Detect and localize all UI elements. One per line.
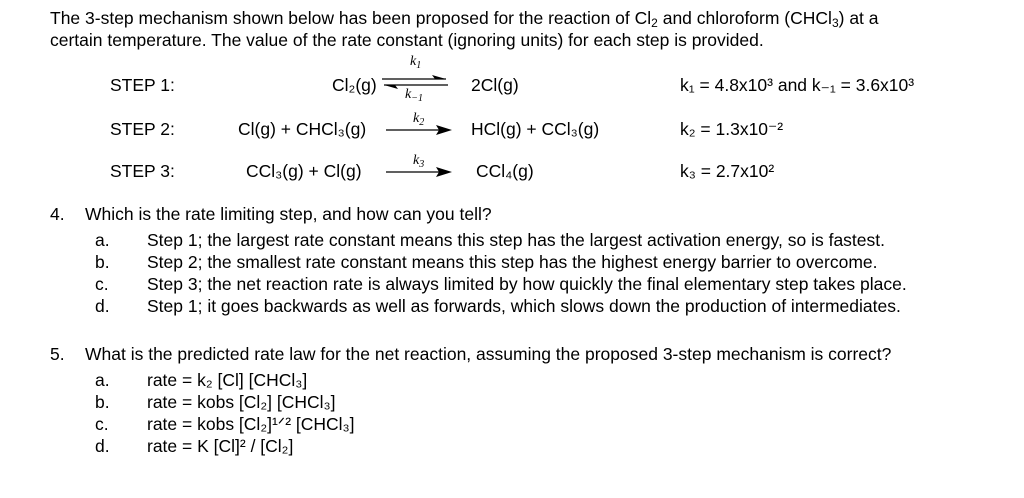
step-3-products: CCl₄(g) <box>476 161 534 181</box>
intro-sub-3: 3 <box>831 16 839 30</box>
k3-arrow-label: $k_3$ <box>413 153 425 170</box>
q5-option-d-letter: d. <box>95 436 110 456</box>
step-2-products: HCl(g) + CCl₃(g) <box>471 119 600 139</box>
question-5-number: 5. <box>50 344 65 364</box>
intro-line-1-a: The 3-step mechanism shown below has been proposed for the reaction of Cl <box>50 8 652 28</box>
q5-option-b-text: rate = kobs [Cl₂] [CHCl₃] <box>147 392 336 412</box>
q4-option-b-letter: b. <box>95 252 110 272</box>
q4-option-d-text: Step 1; it goes backwards as well as forwards, which slows down the production of intermediates. <box>147 296 901 316</box>
question-4-text: Which is the rate limiting step, and how can you tell? <box>85 204 492 224</box>
step-3-label: STEP 3: <box>110 161 175 181</box>
q5-option-a-letter: a. <box>95 370 110 390</box>
q4-option-b-text: Step 2; the smallest rate constant means this step has the highest energy barrier to overcome. <box>147 252 878 272</box>
intro-line-1-c: ) at a <box>838 8 879 28</box>
q5-option-c-text: rate = kobs [Cl₂]¹ᐟ² [CHCl₃] <box>147 414 355 434</box>
step-2-reactants: Cl(g) + CHCl₃(g) <box>238 119 367 139</box>
q4-option-d-letter: d. <box>95 296 110 316</box>
q4-option-c-letter: c. <box>95 274 109 294</box>
step-3-reactants: CCl₃(g) + Cl(g) <box>246 161 362 181</box>
k1-arrow-label: $k_1$ <box>410 54 422 71</box>
q5-option-a-text: rate = k₂ [Cl] [CHCl₃] <box>147 370 308 390</box>
question-5-text: What is the predicted rate law for the net reaction, assuming the proposed 3-step mechanism is correct? <box>85 344 892 364</box>
q5-option-c-letter: c. <box>95 414 109 434</box>
intro-line-2: certain temperature. The value of the rate constant (ignoring units) for each step is provided. <box>50 30 764 50</box>
step-1-label: STEP 1: <box>110 75 175 95</box>
q4-option-a-text: Step 1; the largest rate constant means this step has the largest activation energy, so is fastest. <box>147 230 885 250</box>
k2-arrow-label: $k_2$ <box>413 111 425 128</box>
step-2-rate-constant: k₂ = 1.3x10⁻² <box>680 119 784 139</box>
step-1-rate-constant: k₁ = 4.8x10³ and k₋₁ = 3.6x10³ <box>680 75 915 95</box>
q5-option-d-text: rate = K [Cl]² / [Cl₂] <box>147 436 294 456</box>
q4-option-a-letter: a. <box>95 230 110 250</box>
intro-sub-2: 2 <box>651 16 658 30</box>
intro-line-1 <box>50 9 879 28</box>
k-1-arrow-label: $k_{-1}$ <box>405 87 423 104</box>
step-1-products: 2Cl(g) <box>471 75 519 95</box>
step-3-rate-constant: k₃ = 2.7x10² <box>680 161 775 181</box>
q4-option-c-text: Step 3; the net reaction rate is always limited by how quickly the final elementary step takes place. <box>147 274 907 294</box>
intro-line-1-b: and chloroform (CHCl <box>657 8 832 28</box>
step-2-label: STEP 2: <box>110 119 175 139</box>
q5-option-b-letter: b. <box>95 392 110 412</box>
question-4-number: 4. <box>50 204 65 224</box>
step-1-reactants: Cl₂(g) <box>332 75 377 95</box>
